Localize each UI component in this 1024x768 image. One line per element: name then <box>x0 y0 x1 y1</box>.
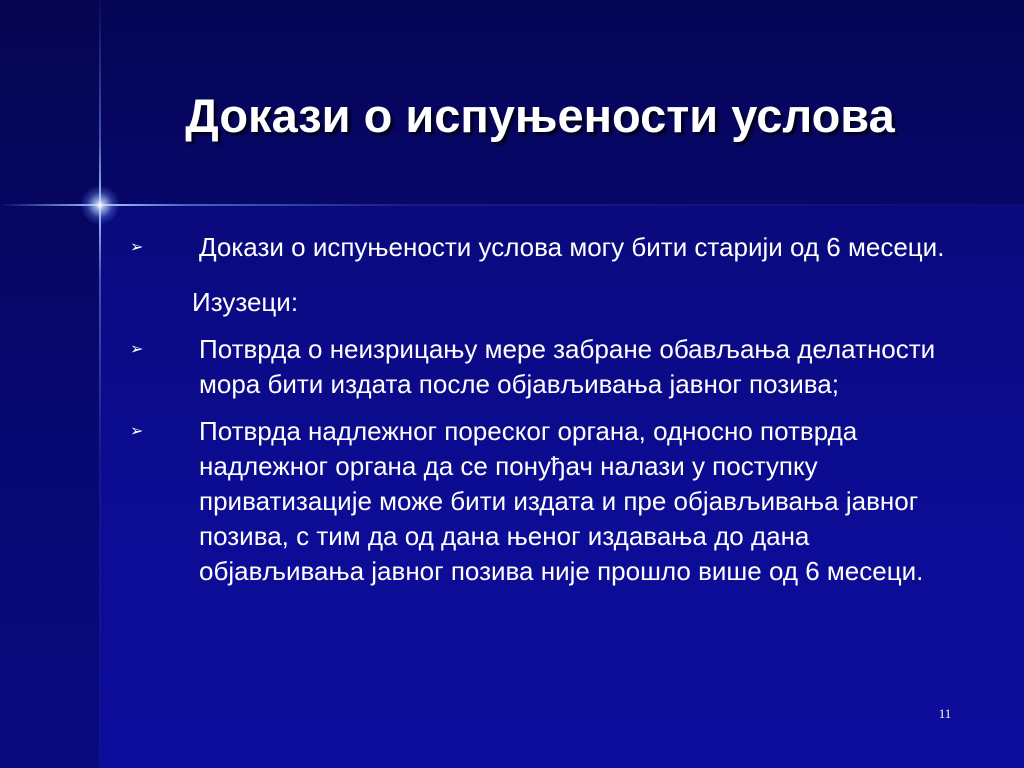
slide-title: Докази о испуњености услова <box>185 89 895 142</box>
bullet-text: Потврда о неизрицању мере забране обављања делатности мора бити издата после објављивања јавног позива; <box>199 334 936 399</box>
bullet-item-2 <box>130 332 970 402</box>
arrow-bullet-icon: ➢ <box>130 423 144 440</box>
horizontal-accent-line <box>0 204 1024 206</box>
sparkle-icon <box>80 185 120 225</box>
page-number: 11 <box>938 706 952 721</box>
bullet-item-1 <box>130 230 970 265</box>
arrow-bullet-icon: ➢ <box>130 341 144 358</box>
bullet-text: Докази о испуњености услова могу бити старији од 6 месеци. <box>199 232 945 262</box>
left-band <box>0 0 100 768</box>
bullet-text: Потврда надлежног пореског органа, односно потврда надлежног органа да се понуђач налази у поступку приватизације може бити издата и пре објављивања јавног позива, с тим да од дана њеног издавања до дана објављивања јавног позива није прошло више од 6 месеци. <box>199 416 924 586</box>
arrow-bullet-icon: ➢ <box>130 239 144 256</box>
bullet-item-3 <box>130 414 970 589</box>
slide-content <box>130 230 970 609</box>
exceptions-label: Изузеци: <box>192 287 299 317</box>
